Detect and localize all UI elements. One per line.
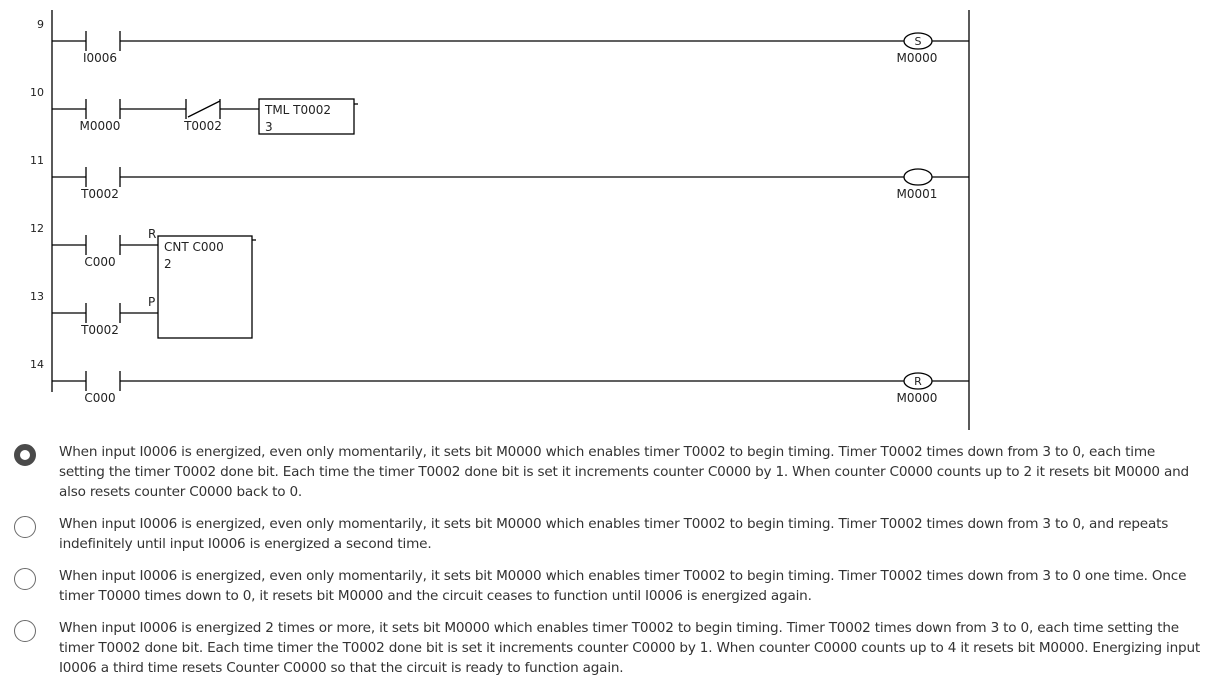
no-contact-m0000 — [86, 99, 120, 119]
contact-label-c000-reset: C000 — [84, 391, 116, 405]
output-coil-icon — [904, 169, 932, 185]
rung-number: 10 — [30, 86, 44, 99]
reset-coil-letter: R — [914, 375, 922, 388]
no-contact-t0002-count — [86, 303, 120, 323]
tml-preset: 3 — [265, 120, 273, 134]
coil-label-m0000-set: M0000 — [896, 51, 938, 65]
contact-label-t0002-count: T0002 — [81, 323, 119, 337]
cnt-p-pin: P — [148, 295, 156, 309]
option-text: When input I0006 is energized, even only momentarily, it sets bit M0000 which enables timer T0002 to begin timing. Timer T0002 times down from 3 to 0, each time setting the timer T0002 done bit. Each time the timer T0002 done bit is set it increments counter C0000 by 1. When counter C0000 counts up to 2 it resets bit M0000 and also resets counter C0000 back to 0. — [59, 444, 1189, 500]
tml-label: TML T0002 — [265, 103, 332, 117]
contact-label-t0002: T0002 — [81, 187, 119, 201]
coil-label-m0001: M0001 — [896, 187, 938, 201]
cnt-label: CNT C000 — [164, 240, 224, 254]
radio-button[interactable] — [14, 568, 36, 590]
cnt-preset: 2 — [164, 257, 172, 271]
option-text: When input I0006 is energized, even only momentarily, it sets bit M0000 which enables timer T0002 to begin timing. Timer T0002 times down from 3 to 0, and repeats indefinitely until input I0006 is energized a second time. — [59, 516, 1169, 552]
radio-button-selected[interactable] — [14, 444, 36, 466]
no-contact-i0006 — [86, 31, 120, 51]
no-contact-c000 — [86, 235, 120, 255]
rung-number: 13 — [30, 290, 44, 303]
set-coil-letter: S — [914, 35, 922, 48]
no-contact-t0002 — [86, 167, 120, 187]
radio-button[interactable] — [14, 516, 36, 538]
option-text: When input I0006 is energized 2 times or more, it sets bit M0000 which enables timer T0002 to begin timing. Timer T0002 times down from 3 to 0, each time setting the timer T0002 done bit. Each time timer the T0002 done bit is set it increments counter C0000 by 1. When counter C0000 counts up to 4 it resets bit M0000. Energizing input I0006 a third time resets Counter C0000 so that the circuit is ready to function again. — [59, 620, 1200, 676]
radio-button[interactable] — [14, 620, 36, 642]
rung-number: 11 — [30, 154, 44, 167]
contact-label-i0006: I0006 — [82, 51, 118, 65]
contact-label-t0002-nc: T0002 — [184, 119, 222, 133]
rung-number: 9 — [37, 18, 44, 31]
cnt-r-pin: R — [148, 227, 157, 241]
rung-number: 14 — [30, 358, 44, 371]
rung-number: 12 — [30, 222, 44, 235]
contact-label-m0000: M0000 — [79, 119, 121, 133]
option-text: When input I0006 is energized, even only momentarily, it sets bit M0000 which enables timer T0002 to begin timing. Timer T0002 times down from 3 to 0 one time. Once timer T0000 times down to 0, it resets bit M0000 and the circuit ceases to function until I0006 is energized again. — [59, 568, 1187, 604]
no-contact-c000-reset — [86, 371, 120, 391]
nc-contact-t0002 — [186, 99, 220, 119]
coil-label-m0000-reset: M0000 — [896, 391, 938, 405]
contact-label-c000: C000 — [84, 255, 116, 269]
